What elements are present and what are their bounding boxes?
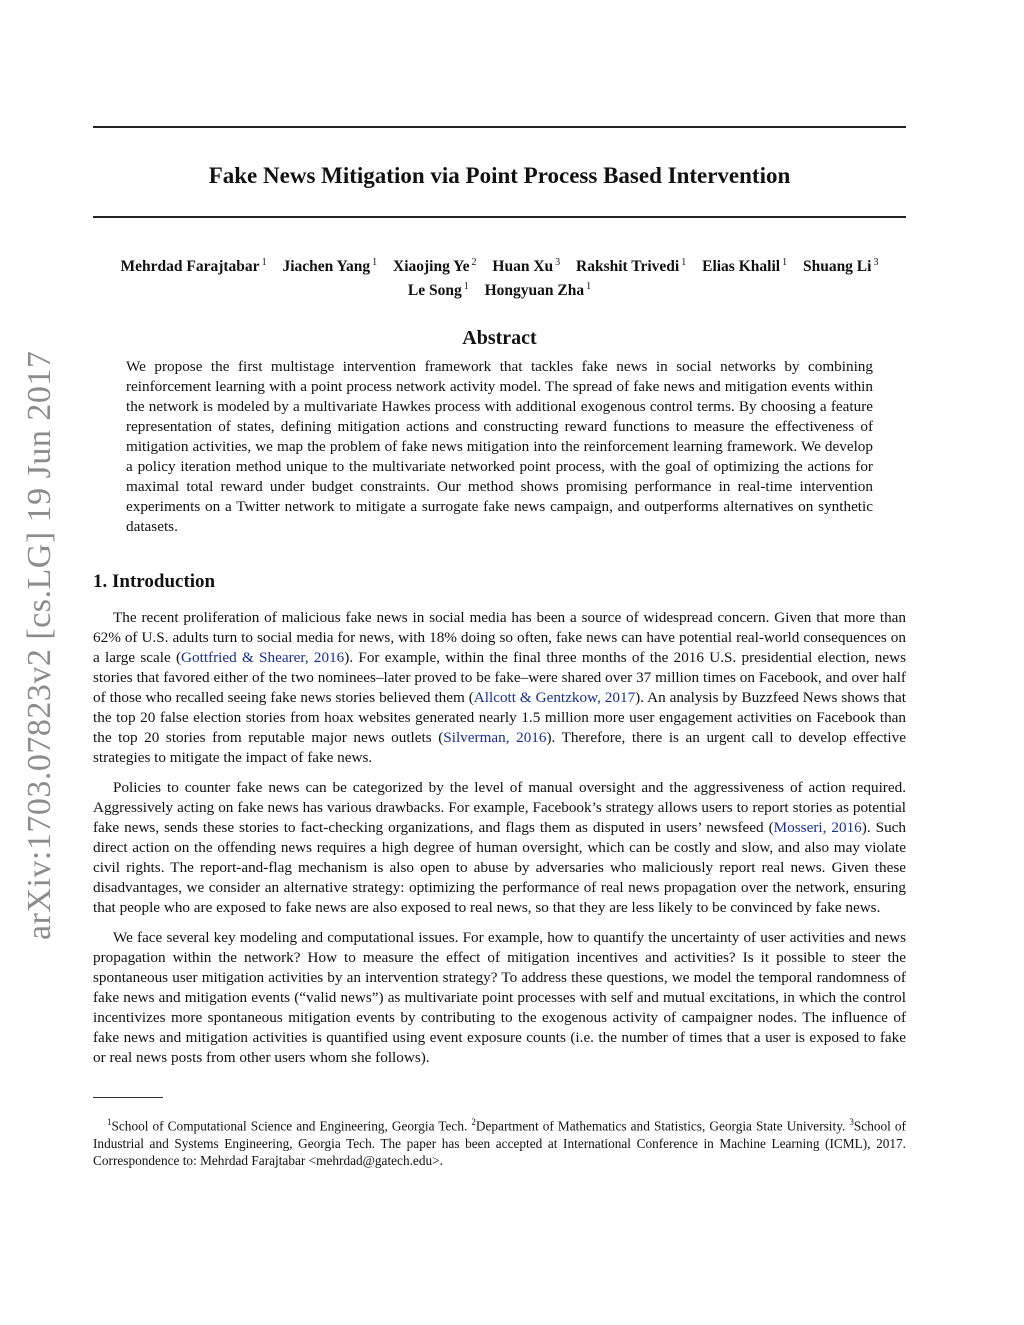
paragraph: We face several key modeling and computational issues. For example, how to quantify the uncertainty of user activities and news propagation within the network? How to measure the effect of mitigation incentives and activities? Is it possible to steer the spontaneous user mitigation activities by an intervention strategy? To address these questions, we model the temporal randomness of fake news and mitigation events (“valid news”) as multivariate point processes with self and mutual excitations, in which the control incentivizes more spontaneous mitigation events by contributing to the exogenous activity of campaigner nodes. The influence of fake news and mitigation activities is quantified using event exposure counts (i.e. the number of times that a user is exposed to fake or real news posts from other users whom she follows).	[93, 929, 906, 1066]
abstract-text: We propose the first multistage intervention framework that tackles fake news in social networks by combining reinforcement learning with a point process network activity model. The spread of fake news and mitigation events within the network is modeled by a multivariate Hawkes process with additional exogenous control terms. By choosing a feature representation of states, defining mitigation actions and constructing reward functions to measure the effectiveness of mitigation activities, we map the problem of fake news mitigation into the reinforcement learning framework. We develop a policy iteration method unique to the multivariate networked point process, with the goal of optimizing the actions for maximal total reward under budget constraints. Our method shows promising performance in real-time intervention experiments on a Twitter network to mitigate a surrogate fake news campaign, and outperforms alternatives on synthetic datasets.	[126, 358, 873, 535]
author: Huan Xu $^3$	[492, 257, 561, 276]
author: Xiaojing Ye $^2$	[393, 257, 477, 276]
author: Rakshit Trivedi $^1$	[576, 257, 687, 276]
footnote: $^1$School of Computational Science and Engineering, Georgia Tech. $^2$Department of Mathematics and Statistics, Georgia State University. $^3$School of Industrial and Systems Engineering, Georgia Tech. The paper has been accepted at International Conference in Machine Learning (ICML), 2017. Correspondence to: Mehrdad Farajtabar <mehrdad@gatech.edu>.	[93, 1117, 906, 1169]
author: Shuang Li $^3$	[802, 257, 879, 276]
author: Le Song $^1$	[407, 281, 469, 300]
citation-link[interactable]: Silverman, 2016	[443, 729, 547, 746]
paper-title: Fake News Mitigation via Point Process Based Intervention	[208, 163, 791, 188]
abstract-heading: Abstract	[462, 327, 537, 349]
author: Elias Khalil $^1$	[702, 257, 788, 276]
arxiv-stamp: arXiv:1703.07823v2 [cs.LG] 19 Jun 2017	[21, 350, 58, 940]
citation-link[interactable]: Gottfried & Shearer, 2016	[181, 649, 345, 666]
section-heading: 1. Introduction	[93, 571, 216, 592]
author-list	[93, 253, 906, 301]
paragraph: The recent proliferation of malicious fake news in social media has been a source of widespread concern. Given that more than 62% of U.S. adults turn to social media for news, with 18% doing so often, fake news can have potential real-world consequences on a large scale (Gottfried & Shearer, 2016). For example, within the final three months of the 2016 U.S. presidential election, news stories that favored either of the two nominees–later proved to be fake–were shared over 37 million times on Facebook, and over half of those who recalled seeing fake news stories believed them (Allcott & Gentzkow, 2017). An analysis by Buzzfeed News shows that the top 20 false election stories from hoax websites generated nearly 1.5 million more user engagement activities on Facebook than the top 20 stories from reputable major news outlets (Silverman, 2016). Therefore, there is an urgent call to develop effective strategies to mitigate the impact of fake news.	[93, 609, 906, 766]
introduction-body	[93, 608, 906, 1078]
author: Jiachen Yang $^1$	[282, 257, 378, 276]
paragraph: Policies to counter fake news can be categorized by the level of manual oversight and the aggressiveness of action required. Aggressively acting on fake news has various drawbacks. For example, Facebook’s strategy allows users to report stories as potential fake news, sends these stories to fact-checking organizations, and flags them as disputed in users’ newsfeed (Mosseri, 2016). Such direct action on the offending news requires a high degree of human oversight, which can be costly and slow, and also may violate civil rights. The report-and-flag mechanism is also open to abuse by adversaries who maliciously report real news. Given these disadvantages, we consider an alternative strategy: optimizing the performance of real news propagation over the network, ensuring that people who are exposed to fake news are also exposed to real news, so that they are less likely to be convinced by fake news.	[93, 779, 907, 916]
author: Hongyuan Zha $^1$	[484, 281, 592, 300]
title-rule-top	[93, 126, 906, 128]
citation-link[interactable]: Allcott & Gentzkow, 2017	[473, 689, 636, 706]
footnote-rule	[93, 1097, 163, 1098]
author: Mehrdad Farajtabar $^1$	[120, 257, 267, 276]
citation-link[interactable]: Mosseri, 2016	[773, 819, 862, 836]
title-rule-bottom	[93, 216, 906, 218]
